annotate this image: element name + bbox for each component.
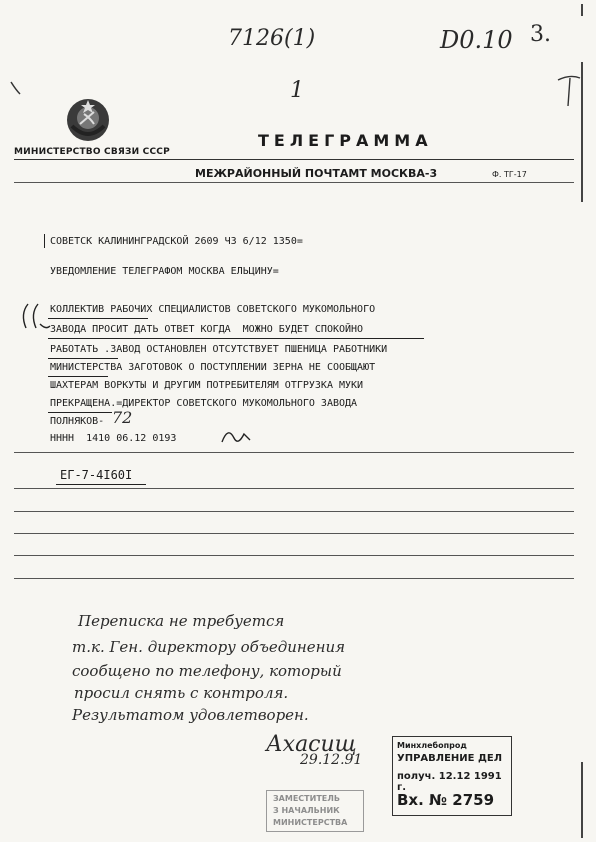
code-underline [56, 484, 146, 485]
handwritten-page-number: 3. [530, 22, 551, 47]
telegram-body-line: ЗАВОДА ПРОСИТ ДАТЬ ОТВЕТ КОГДА МОЖНО БУДЕТ СПОКОЙНО [50, 324, 364, 335]
resolution-line: Переписка не требуется [78, 612, 285, 630]
telegram-body-line: КОЛЛЕКТИВ РАБОЧИХ СПЕЦИАЛИСТОВ СОВЕТСКОГО МУКОМОЛЬНОГО [50, 304, 376, 315]
page-title: ТЕЛЕГРАММА [258, 131, 433, 150]
faded-stamp-line: ЗАМЕСТИТЕЛЬ [273, 794, 340, 803]
handwritten-reference-number: 7126(1) [228, 26, 316, 51]
pen-underline [48, 358, 118, 359]
stamp-received-date: получ. 12.12 1991 г. [397, 771, 502, 793]
pen-underline [48, 318, 148, 319]
ussr-emblem-icon [64, 96, 112, 144]
form-rule [14, 555, 574, 556]
telegram-body-line: МИНИСТЕРСТВА ЗАГОТОВОК О ПОСТУПЛЕНИИ ЗЕРНА НЕ СООБЩАЮТ [50, 362, 376, 373]
stamp-department: Минхлебопрод [397, 741, 467, 750]
form-code: Ф. ТГ-17 [492, 170, 527, 179]
faded-stamp [266, 790, 364, 832]
header-divider [14, 159, 574, 160]
form-rule [14, 578, 574, 579]
resolution-line: Результатом удовлетворен. [72, 706, 309, 724]
stamp-incoming-number: Вх. № 2759 [397, 791, 495, 809]
telegram-body-line: НННН 1410 06.12 0193 [50, 433, 177, 444]
margin-tick-mark [8, 78, 24, 98]
pen-underline [48, 412, 112, 413]
resolution-line: сообщено по телефону, который [72, 662, 342, 680]
form-rule [14, 488, 574, 489]
handwritten-archive-code: D0.10 [440, 26, 513, 54]
margin-bracket-mark [18, 302, 52, 332]
telegram-body-line: ШАХТЕРАМ ВОРКУТЫ И ДРУГИМ ПОТРЕБИТЕЛЯМ ОТГРУЗКА МУКИ [50, 380, 364, 391]
ministry-name: МИНИСТЕРСТВО СВЯЗИ СССР [14, 147, 170, 157]
telegram-body-line: ПОЛНЯКОВ- [50, 416, 105, 427]
faded-stamp-line: З НАЧАЛЬНИК [273, 806, 340, 815]
resolution-line: т.к. Ген. директору объединения [72, 638, 346, 656]
form-rule [14, 533, 574, 534]
pen-underline [48, 376, 108, 377]
pen-underline [48, 338, 424, 339]
right-edge-mark [576, 2, 588, 840]
office-divider [14, 182, 574, 183]
transmission-code: ЕГ-7-4I60I [60, 468, 133, 482]
signature-date: 29.12.91 [300, 752, 363, 768]
faded-stamp-line: МИНИСТЕРСТВА [273, 818, 348, 827]
header-bracket [44, 234, 45, 248]
initials-scribble [218, 424, 254, 448]
form-rule [14, 511, 574, 512]
telegram-body-line: ПРЕКРАЩЕНА.=ДИРЕКТОР СОВЕТСКОГО МУКОМОЛЬНОГО ЗАВОДА [50, 398, 358, 409]
resolution-line: просил снять с контроля. [74, 684, 289, 702]
handwritten-mark: 72 [112, 408, 133, 427]
telegram-notice-line: УВЕДОМЛЕНИЕ ТЕЛЕГРАФОМ МОСКВА ЕЛЬЦИНУ= [50, 266, 279, 277]
signature: Ахасищ [266, 732, 357, 757]
stamp-administration: УПРАВЛЕНИЕ ДЕЛ [397, 753, 502, 764]
form-rule [14, 452, 574, 453]
post-office-name: МЕЖРАЙОННЫЙ ПОЧТАМТ МОСКВА-3 [195, 167, 438, 180]
telegram-body-line: РАБОТАТЬ .ЗАВОД ОСТАНОВЛЕН ОТСУТСТВУЕТ ПШЕНИЦА РАБОТНИКИ [50, 344, 388, 355]
telegram-header-line: СОВЕТСК КАЛИНИНГРАДСКОЙ 2609 Ч3 6/12 1350= [50, 236, 303, 247]
handwritten-copy-number: 1 [290, 78, 304, 103]
received-stamp [392, 736, 512, 816]
